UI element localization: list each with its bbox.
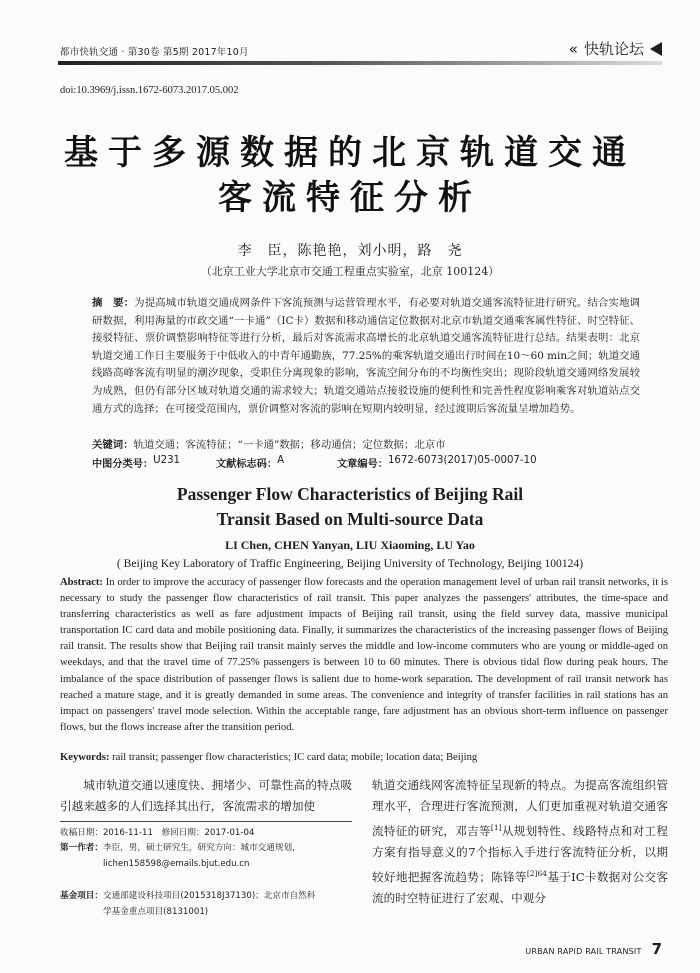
keywords-en <box>60 752 668 763</box>
authors-cn: 李 臣，陈艳艳，刘小明，路 尧 <box>237 243 463 259</box>
authors-en: LI Chen, CHEN Yanyan, LIU Xiaoming, LU Yao <box>225 538 475 552</box>
doi: doi:10.3969/j.issn.1672-6073.2017.05.002 <box>60 85 239 96</box>
page-number: 7 <box>651 940 662 958</box>
abstract-en-text: In order to improve the accuracy of passenger flow forecasts and the operation management level of urban rail transit networks, it is necessary to study the passenger flow characteristics of rail transit. This paper analyzes the passengers' attributes, the time-space and transferring characteristics as well as fare adjustment impacts of Beijing rail transit, using the field survey data, massive municipal transportation IC card data and mobile positioning data. Finally, it summarizes the characteristics of the increasing passenger flows of Beijing rail transit. The results show that Beijing rail transit mainly serves the middle and low-income commuters who are young or middle-aged on weekdays, and that the travel time of 77.25% passengers is between 10 to 60 minutes. There is obvious tidal flow during peak hours. The imbalance of the space distribution of passenger flows is salient due to home-work separation. The development of rail transit network has reached a mature stage, and it is greatly demanded in some areas. The convenience and integrity of transfer facilities in rail stations has an impact on passengers' travel mode selection. Within the acceptable range, fare adjustment has an obvious short-term influence on passenger flows, but the flows increase after the transition period. <box>60 577 668 733</box>
citation-2[interactable]: [2]64 <box>526 868 548 878</box>
citation-1[interactable]: [1] <box>490 823 502 832</box>
header-rule <box>58 61 662 65</box>
affiliation-en: ( Beijing Key Laboratory of Traffic Engineering, Beijing University of Technology, Beijing 100124) <box>116 557 584 570</box>
footnote-author: 第一作者：李臣，男，硕士研究生，研究方向：城市交通规划， lichen158598@emails.bjut.edu.cn <box>60 841 360 872</box>
keywords-cn-text: 轨道交通；客流特征；“一卡通”数据；移动通信；定位数据；北京市 <box>133 439 446 451</box>
title-cn-line1: 基于多源数据的北京轨道交通 <box>64 133 636 173</box>
footnote-rule <box>60 821 352 822</box>
section-header <box>569 38 662 59</box>
abstract-cn <box>92 295 640 418</box>
abstract-cn-label: 摘 要： <box>92 297 135 309</box>
triangle-marker-icon <box>650 42 662 56</box>
abstract-en-label: Abstract: <box>60 577 103 588</box>
title-en-line1: Passenger Flow Characteristics of Beijing Rail <box>176 484 524 504</box>
journal-info: 都市快轨交通 · 第30卷 第5期 2017年10月 <box>60 47 249 58</box>
double-chevron-icon: « <box>568 39 578 58</box>
abstract-en <box>60 575 668 736</box>
author-email: lichen158598@emails.bjut.edu.cn <box>103 858 250 869</box>
keywords-cn <box>92 436 640 451</box>
title-cn-line2: 客流特征分析 <box>218 178 482 218</box>
clc-code: 中图分类号： U231 <box>92 455 181 470</box>
body-right-column: 轨道交通线网客流特征呈现新的特点。为提高客流组织管理水平，合理进行客流预测，人们更加重视对轨道交通客流特征的研究，邓吉等[1]从规划特性、线路特点和对工程方案有指导意义的7个指标入手进行客流特征分析，以期较好地把握客流趋势；陈锋等$^{[2]64}$基于IC卡数据对公交客流的时空特征进行了宏观、中观分 <box>372 778 668 905</box>
footnote-fund: 基金项目：交通部建设科技项目(2015318J37130)；北京市自然科 学基金重点项目(8131001) <box>60 891 316 917</box>
footer-journal-name: URBAN RAPID RAIL TRANSIT <box>525 947 642 956</box>
body-left-column: 城市轨道交通以速度快、拥堵少、可靠性高的特点吸引越来越多的人们选择其出行，客流需求的增加使 <box>60 778 352 813</box>
keywords-cn-label: 关键词： <box>92 439 134 451</box>
keywords-en-text: rail transit; passenger flow characteristics; IC card data; mobile; location data; Beijing <box>112 752 478 763</box>
abstract-cn-text: 为提高城市轨道交通成网条件下客流预测与运营管理水平，有必要对轨道交通客流特征进行研究。结合实地调研数据，利用海量的市政交通“一卡通”（IC卡）数据和移动通信定位数据对北京市轨道交通乘客属性特征、时空特征、接驳特征、票价调整影响特征等进行分析，最后对客流需求高增长的北京轨道交通客流特征进行总结。结果表明：北京轨道交通工作日主要服务于中低收入的中青年通勤族，77.25%的乘客轨道交通出行时间在10～60 min之间；轨道交通线路高峰客流有明显的潮汐现象，受职住分离现象的影响，客流空间分布的不均衡性突出；现阶段轨道交通网络发展较为成熟，但仍有部分区域对轨道交通的需求较大；轨道交通站点接驳设施的便利性和完善性程度影响乘客对轨道站点交通方式的选择；在可接受范围内，票价调整对客流的影响在短期内较明显，经过渡期后客流量呈增加趋势。 <box>92 297 641 415</box>
affiliation-cn: （北京工业大学北京市交通工程重点实验室，北京 100124） <box>200 265 500 278</box>
page-footer <box>525 940 662 958</box>
doc-code: 文献标志码： A <box>216 455 285 470</box>
keywords-en-label: Keywords: <box>60 752 110 763</box>
footnote-dates: 收稿日期：2016-11-11 修回日期：2017-01-04 <box>60 828 255 838</box>
title-en-line2: Transit Based on Multi-source Data <box>216 509 484 529</box>
article-number: 文章编号： 1672-6073(2017)05-0007-10 <box>337 455 537 470</box>
section-label: 快轨论坛 <box>583 40 644 58</box>
